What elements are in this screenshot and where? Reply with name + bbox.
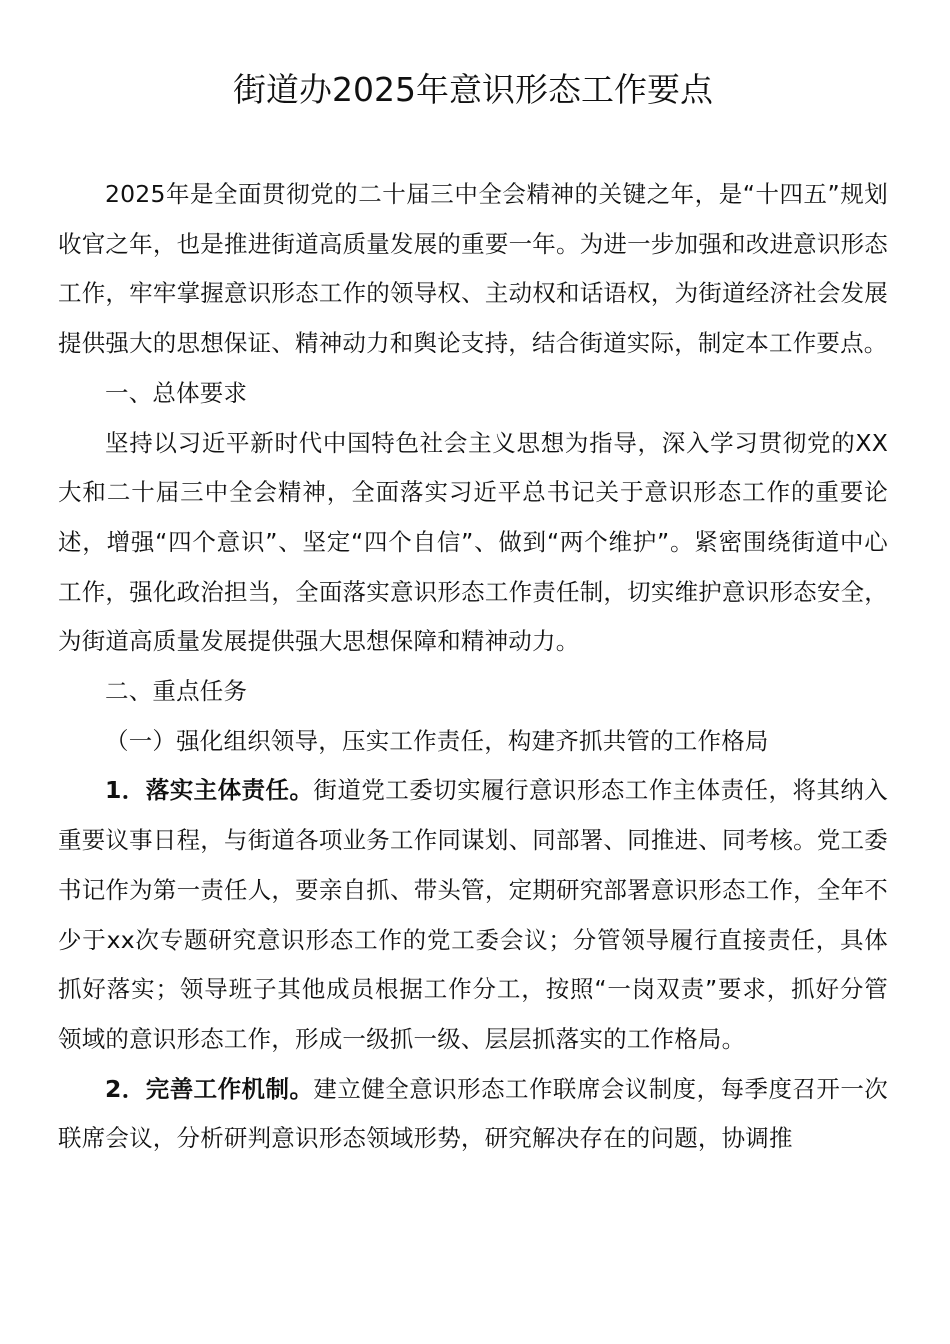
overall-requirements-paragraph: 坚持以习近平新时代中国特色社会主义思想为指导，深入学习贯彻党的XX大和二十届三中全会精神，全面落实习近平总书记关于意识形态工作的重要论述，增强“四个意识”、坚定“四个自信”、做到“两个维护”。紧密围绕街道中心工作，强化政治担当，全面落实意识形态工作责任制，切实维护意识形态安全，为街道高质量发展提供强大思想保障和精神动力。 <box>58 428 888 656</box>
task-item-1-lead: 1．落实主体责任。 <box>105 776 314 805</box>
section-heading-overall-requirements: 一、总体要求 <box>105 378 248 407</box>
document-title: 街道办2025年意识形态工作要点 <box>233 70 713 109</box>
task-item-1 <box>58 766 888 1064</box>
task-item-2 <box>58 1065 888 1164</box>
task-item-1-body: 街道党工委切实履行意识形态工作主体责任，将其纳入重要议事日程，与街道各项业务工作同谋划、同部署、同推进、同考核。党工委书记作为第一责任人，要亲自抓、带头管，定期研究部署意识形态工作，全年不少于xx次专题研究意识形态工作的党工委会议；分管领导履行直接责任，具体抓好落实；领导班子其他成员根据工作分工，按照“一岗双责”要求，抓好分管领域的意识形态工作，形成一级抓一级、层层抓落实的工作格局。 <box>58 776 888 1053</box>
task-item-2-body: 建立健全意识形态工作联席会议制度，每季度召开一次联席会议，分析研判意识形态领域形势，研究解决存在的问题，协调推 <box>58 1074 888 1153</box>
subsection-heading-organization: （一）强化组织领导，压实工作责任，构建齐抓共管的工作格局 <box>105 726 769 755</box>
intro-paragraph: 2025年是全面贯彻党的二十届三中全会精神的关键之年，是“十四五”规划收官之年，也是推进街道高质量发展的重要一年。为进一步加强和改进意识形态工作，牢牢掌握意识形态工作的领导权、主动权和话语权，为街道经济社会发展提供强大的思想保证、精神动力和舆论支持，结合街道实际，制定本工作要点。 <box>58 180 888 358</box>
section-heading-key-tasks: 二、重点任务 <box>105 677 248 706</box>
task-item-2-lead: 2．完善工作机制。 <box>105 1074 314 1103</box>
